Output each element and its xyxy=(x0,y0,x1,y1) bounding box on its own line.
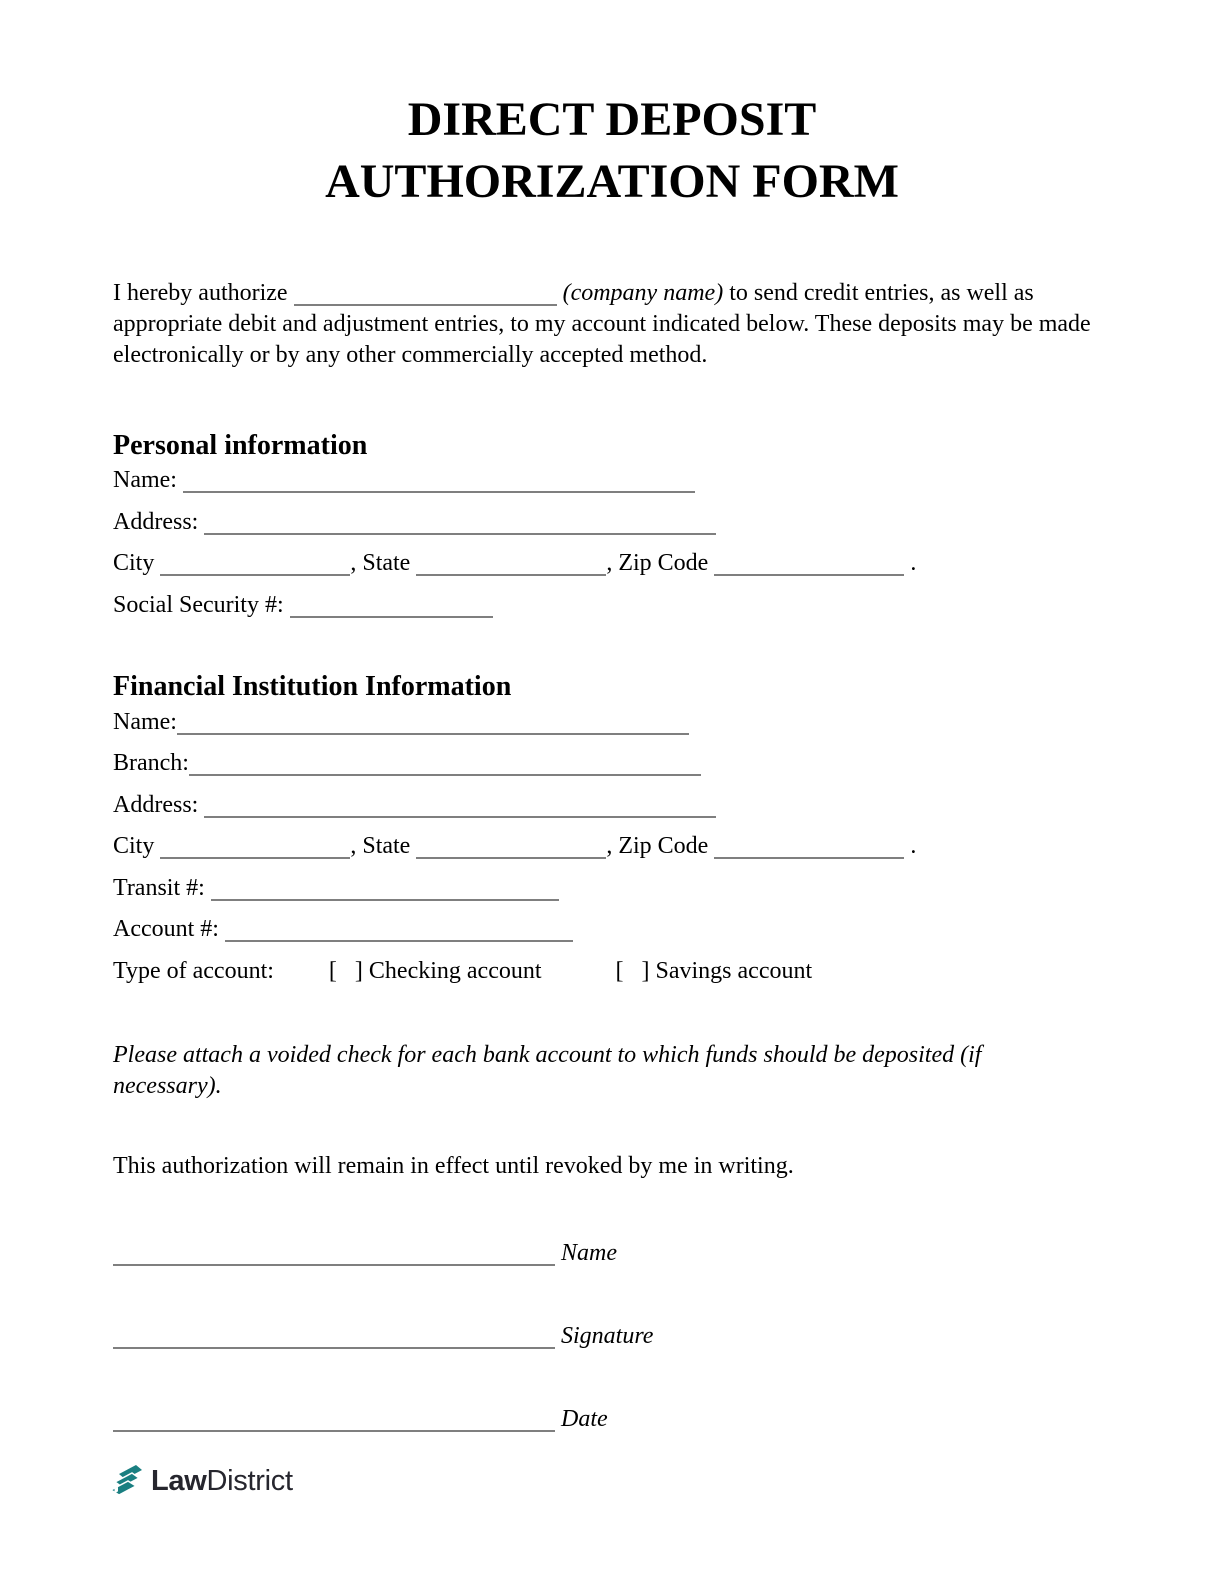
bank-city-field[interactable] xyxy=(160,837,350,859)
financial-institution-section xyxy=(113,670,1094,987)
bank-branch-field[interactable] xyxy=(189,754,701,776)
financial-institution-heading: Financial Institution Information xyxy=(113,670,512,702)
transit-number-label: Transit #: xyxy=(113,874,205,901)
account-number-row xyxy=(113,914,1094,945)
title-line-1: DIRECT DEPOSIT xyxy=(407,93,817,146)
signature-row xyxy=(113,1321,1094,1352)
bank-address-label: Address: xyxy=(113,791,199,818)
personal-line-period: . xyxy=(910,550,917,576)
checking-account-checkbox[interactable]: [ ] Checking account xyxy=(328,957,542,984)
account-type-label: Type of account: xyxy=(113,957,274,984)
bank-zip-field[interactable] xyxy=(714,837,904,859)
lawdistrict-wordmark-bold: Law xyxy=(151,1464,207,1497)
bank-name-row xyxy=(113,707,1094,738)
signee-name-label: Name xyxy=(561,1239,617,1266)
revocation-note: This authorization will remain in effect until revoked by me in writing. xyxy=(113,1152,794,1179)
account-number-label: Account #: xyxy=(113,916,219,942)
footer-brand xyxy=(106,1462,293,1500)
personal-name-field[interactable] xyxy=(183,471,695,493)
personal-city-label: City xyxy=(113,550,155,576)
personal-address-label: Address: xyxy=(113,508,199,535)
bank-city-state-zip-row xyxy=(113,831,1094,862)
personal-name-label: Name: xyxy=(113,467,177,493)
personal-info-heading: Personal information xyxy=(113,430,368,461)
bank-state-label: , State xyxy=(350,833,411,859)
bank-zip-label: , Zip Code xyxy=(606,833,709,859)
signee-name-row xyxy=(113,1238,1094,1269)
personal-ssn-field[interactable] xyxy=(290,596,493,618)
bank-address-field[interactable] xyxy=(204,796,716,818)
bank-name-field[interactable] xyxy=(177,713,689,735)
voided-check-note: Please attach a voided check for each bank account to which funds should be deposited (if necessary). xyxy=(113,1041,982,1099)
lawdistrict-logo-icon xyxy=(106,1462,144,1500)
transit-number-field[interactable] xyxy=(211,879,559,901)
account-type-row xyxy=(113,956,1094,987)
personal-city-state-zip-row xyxy=(113,548,1094,579)
personal-zip-label: , Zip Code xyxy=(606,550,709,576)
personal-zip-field[interactable] xyxy=(714,554,904,576)
bank-state-field[interactable] xyxy=(416,837,606,859)
personal-state-label: , State xyxy=(350,550,411,576)
authorization-prefix: I hereby authorize xyxy=(113,280,288,306)
savings-account-checkbox[interactable]: [ ] Savings account xyxy=(615,957,813,984)
company-name-field[interactable] xyxy=(294,284,557,306)
personal-ssn-row xyxy=(113,590,1094,621)
lawdistrict-wordmark xyxy=(151,1465,293,1498)
transit-number-row xyxy=(113,873,1094,904)
account-number-field[interactable] xyxy=(225,920,573,942)
personal-ssn-label: Social Security #: xyxy=(113,591,284,618)
bank-branch-row xyxy=(113,748,1094,779)
bank-name-label: Name: xyxy=(113,708,177,735)
personal-name-row xyxy=(113,465,1094,496)
bank-city-label: City xyxy=(113,833,155,859)
date-row xyxy=(113,1404,1094,1435)
signee-name-field[interactable] xyxy=(113,1244,555,1266)
title-line-2: AUTHORIZATION FORM xyxy=(325,155,899,208)
date-label: Date xyxy=(561,1405,608,1432)
bank-line-period: . xyxy=(910,833,917,859)
personal-address-field[interactable] xyxy=(204,513,716,535)
date-field[interactable] xyxy=(113,1410,555,1432)
authorization-suffix: to send credit entries, as well as appropriate debit and adjustment entries, to my account indicated below. These deposits may be made electronically or by any other commercially accepted method. xyxy=(113,280,1091,368)
company-name-hint: (company name) xyxy=(562,280,724,306)
signature-label: Signature xyxy=(561,1322,654,1349)
bank-address-row xyxy=(113,790,1094,821)
lawdistrict-wordmark-light: District xyxy=(206,1464,293,1497)
personal-info-section xyxy=(113,429,1094,621)
personal-state-field[interactable] xyxy=(416,554,606,576)
authorization-statement xyxy=(113,278,1094,371)
personal-city-field[interactable] xyxy=(160,554,350,576)
bank-branch-label: Branch: xyxy=(113,750,189,776)
signature-field[interactable] xyxy=(113,1327,555,1349)
signature-block xyxy=(113,1238,1094,1435)
document-title xyxy=(0,89,1224,213)
personal-address-row xyxy=(113,507,1094,538)
